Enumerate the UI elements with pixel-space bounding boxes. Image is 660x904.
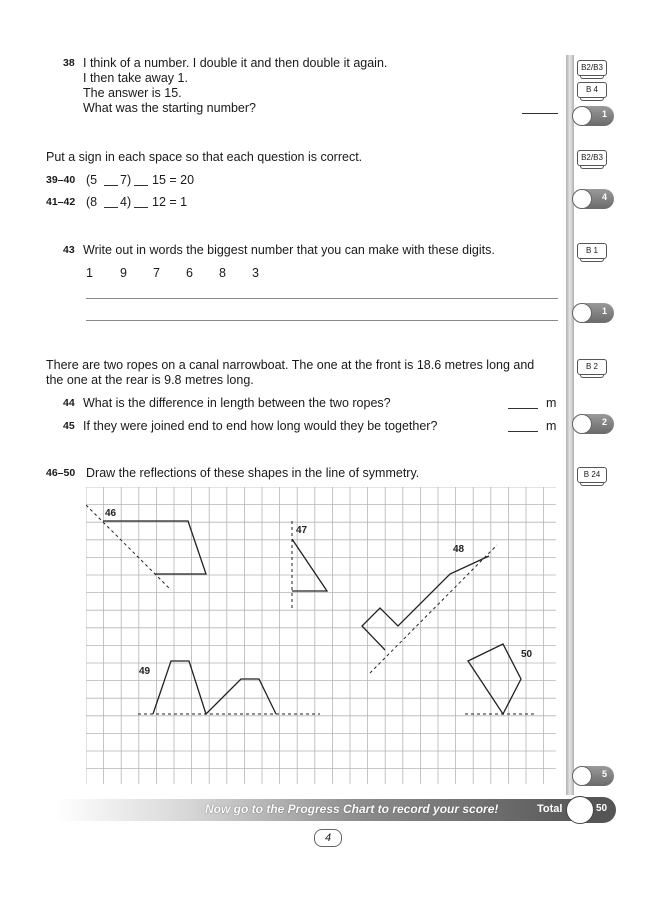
score-pill[interactable]: [572, 766, 614, 786]
shape-label-48: 48: [453, 544, 465, 555]
score-circle[interactable]: [572, 414, 592, 434]
sign-blank[interactable]: [104, 185, 118, 186]
score-max: 2: [601, 417, 607, 427]
score-circle[interactable]: [572, 766, 592, 786]
question-intro: the one at the rear is 9.8 metres long.: [46, 373, 254, 387]
symmetry-line: [86, 505, 171, 590]
shape-label-50: 50: [521, 649, 533, 660]
question-number: 39–40: [46, 174, 76, 186]
answer-blank[interactable]: [508, 408, 538, 409]
equation-part: (5: [86, 173, 98, 187]
total-score-circle[interactable]: [566, 796, 594, 824]
question-number: 41–42: [46, 196, 76, 208]
question-text: If they were joined end to end how long would they be together?: [83, 419, 438, 433]
reference-tag: B2/B3: [577, 150, 607, 166]
reference-tag: B 24: [577, 467, 607, 483]
sign-blank[interactable]: [134, 207, 148, 208]
score-circle[interactable]: [572, 189, 592, 209]
score-max: 4: [601, 192, 607, 202]
sign-blank[interactable]: [104, 207, 118, 208]
score-max: 1: [601, 306, 607, 316]
score-pill[interactable]: [572, 414, 614, 434]
unit-label: m: [546, 419, 557, 433]
shape-48: [362, 556, 489, 650]
question-text: What was the starting number?: [83, 101, 256, 115]
digit: 8: [219, 266, 226, 280]
sign-blank[interactable]: [134, 185, 148, 186]
answer-line[interactable]: [86, 320, 558, 321]
page-number: 4: [314, 829, 342, 847]
shape-46: [103, 521, 206, 574]
shape-label-46: 46: [105, 508, 117, 519]
question-text: What is the difference in length between the two ropes?: [83, 396, 391, 410]
shape-49: [153, 661, 276, 714]
total-value: 50: [596, 803, 608, 814]
shape-label-47: 47: [296, 525, 308, 536]
question-number: 44: [63, 397, 75, 409]
answer-blank[interactable]: [522, 113, 558, 114]
symmetry-grid[interactable]: [86, 487, 556, 784]
question-number: 45: [63, 420, 75, 432]
score-max: 1: [601, 109, 607, 119]
equation-part: 12 = 1: [152, 195, 188, 209]
digit: 9: [120, 266, 127, 280]
question-number: 46–50: [46, 467, 76, 479]
reference-tag: B 2: [577, 359, 607, 375]
digit: 6: [186, 266, 193, 280]
score-pill[interactable]: [572, 303, 614, 323]
question-text: Write out in words the biggest number that you can make with these digits.: [83, 243, 495, 257]
score-pill[interactable]: [572, 106, 614, 126]
equation-part: (8: [86, 195, 98, 209]
reference-tag: B 4: [577, 82, 607, 98]
question-text: I think of a number. I double it and then double it again.: [83, 56, 388, 70]
question-intro: There are two ropes on a canal narrowboat. The one at the front is 18.6 metres long and: [46, 358, 535, 372]
score-max: 5: [601, 769, 607, 779]
unit-label: m: [546, 396, 557, 410]
question-number: 43: [63, 244, 75, 256]
symmetry-line: [370, 545, 497, 673]
answer-blank[interactable]: [508, 431, 538, 432]
digit: 1: [86, 266, 93, 280]
question-text: The answer is 15.: [83, 86, 182, 100]
reference-tag: B 1: [577, 243, 607, 259]
equation-part: 4): [120, 195, 132, 209]
question-number: 38: [63, 57, 75, 69]
score-circle[interactable]: [572, 303, 592, 323]
answer-line[interactable]: [86, 298, 558, 299]
total-label: Total: [537, 803, 563, 815]
digit: 3: [252, 266, 259, 280]
banner-text: Now go to the Progress Chart to record your score!: [205, 802, 499, 816]
equation-part: 7): [120, 173, 132, 187]
digit: 7: [153, 266, 160, 280]
equation-part: 15 = 20: [152, 173, 195, 187]
reference-tag: B2/B3: [577, 60, 607, 76]
question-text: I then take away 1.: [83, 71, 188, 85]
shape-label-49: 49: [139, 666, 151, 677]
score-pill[interactable]: [572, 189, 614, 209]
question-text: Draw the reflections of these shapes in the line of symmetry.: [86, 466, 420, 480]
score-circle[interactable]: [572, 106, 592, 126]
shape-50: [468, 644, 521, 714]
instruction: Put a sign in each space so that each question is correct.: [46, 150, 363, 164]
